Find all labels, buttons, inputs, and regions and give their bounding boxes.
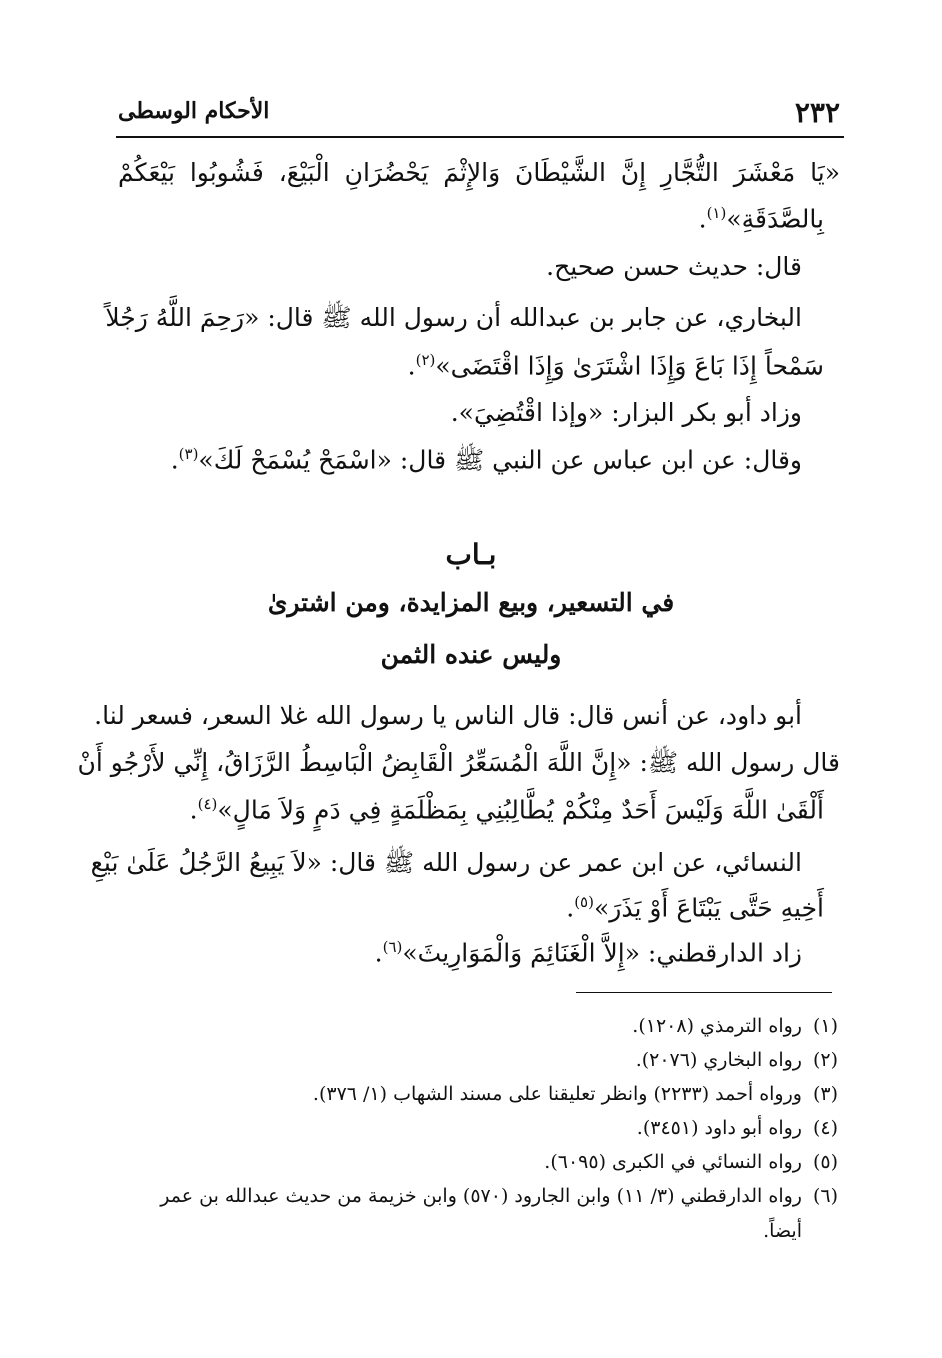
footnote: (١) رواه الترمذي (١٢٠٨). [632,1015,838,1037]
footnote: (٥) رواه النسائي في الكبرى (٦٠٩٥). [544,1151,838,1173]
footnote: (٤) رواه أبو داود (٣٤٥١). [636,1117,838,1139]
footnote-marker: (٥) [574,893,594,911]
text-line: قال رسول الله ﷺ: «إِنَّ اللَّهَ الْمُسَعِّرُ الْقَابِضُ الْبَاسِطُ الرَّزَاقُ، إِنِّي لأَرْجُو أَنْ [77,748,840,777]
running-title: الأحكام الوسطى [118,98,270,124]
footnote-marker: (١) [706,204,727,222]
text-line: وزاد أبو بكر البزار: «وإذا اقْتُضِيَ». [450,398,802,427]
text-line: سَمْحاً إِذَا بَاعَ وَإِذَا اشْتَرَىٰ وَإِذَا اقْتَضَى»$^{(٢)}$. [407,351,824,381]
text-line: أبو داود، عن أنس قال: قال الناس يا رسول الله غلا السعر، فسعر لنا. [94,701,802,730]
footnote-continuation: أيضاً. [763,1220,802,1242]
footnote-rule [576,992,832,993]
footnote-marker: (٦) [382,938,403,956]
footnote: (٦) رواه الدارقطني (٣/ ١١) وابن الجارود (٥٧٠) وابن خزيمة من حديث عبدالله بن عمر [160,1185,838,1207]
text-line: بِالصَّدَقَةِ»$^{(١)}$. [698,204,824,234]
chapter-title-line-1: في التسعير، وبيع المزايدة، ومن اشترىٰ [267,588,675,617]
footnote-marker: (٢) [415,351,436,369]
chapter-word: بـاب [445,538,497,571]
text-line: أَخِيهِ حَتَّى يَبْتَاعَ أَوْ يَذَرَ»$^{(٥)}$. [566,893,824,923]
footnote-marker: (٣) [178,445,199,463]
footnote: (٣) ورواه أحمد (٢٢٣٣) وانظر تعليقنا على مسند الشهاب (١/ ٣٧٦). [312,1083,838,1105]
text-line: النسائي، عن ابن عمر عن رسول الله ﷺ قال: «لاَ يَبِيعُ الرَّجُلُ عَلَىٰ بَيْعِ [90,848,802,877]
text-line: وقال: عن ابن عباس عن النبي ﷺ قال: «اسْمَحْ يُسْمَحْ لَكَ»$^{(٣)}$. [170,445,802,475]
text-line: زاد الدارقطني: «إِلاَّ الْغَنَائِمَ وَالْمَوَارِيثَ»$^{(٦)}$. [374,938,802,968]
text-line: قال: حديث حسن صحيح. [546,252,802,281]
footnote: (٢) رواه البخاري (٢٠٧٦). [635,1049,838,1071]
header-rule [116,136,844,138]
text-line: أَلْقَىٰ اللَّهَ وَلَيْسَ أَحَدٌ مِنْكُمْ يُطَّالِبُنِي بِمَظْلَمَةٍ فِي دَمٍ وَلاَ مَالٍ»$^{(٤)}$. [189,795,824,825]
footnote-marker: (٤) [197,795,218,813]
page-header [118,96,840,132]
page-number: ٢٣٢ [794,96,840,129]
text-line: البخاري، عن جابر بن عبدالله أن رسول الله ﷺ قال: «رَحِمَ اللَّهُ رَجُلاً [105,303,802,332]
chapter-title-line-2: وليس عنده الثمن [380,640,562,669]
text-line: «يَا مَعْشَرَ التُّجَّارِ إِنَّ الشَّيْطَانَ وَالإِثْمَ يَحْضُرَانِ الْبَيْعَ، فَشُوبُوا بَيْعَكُمْ [118,158,840,187]
